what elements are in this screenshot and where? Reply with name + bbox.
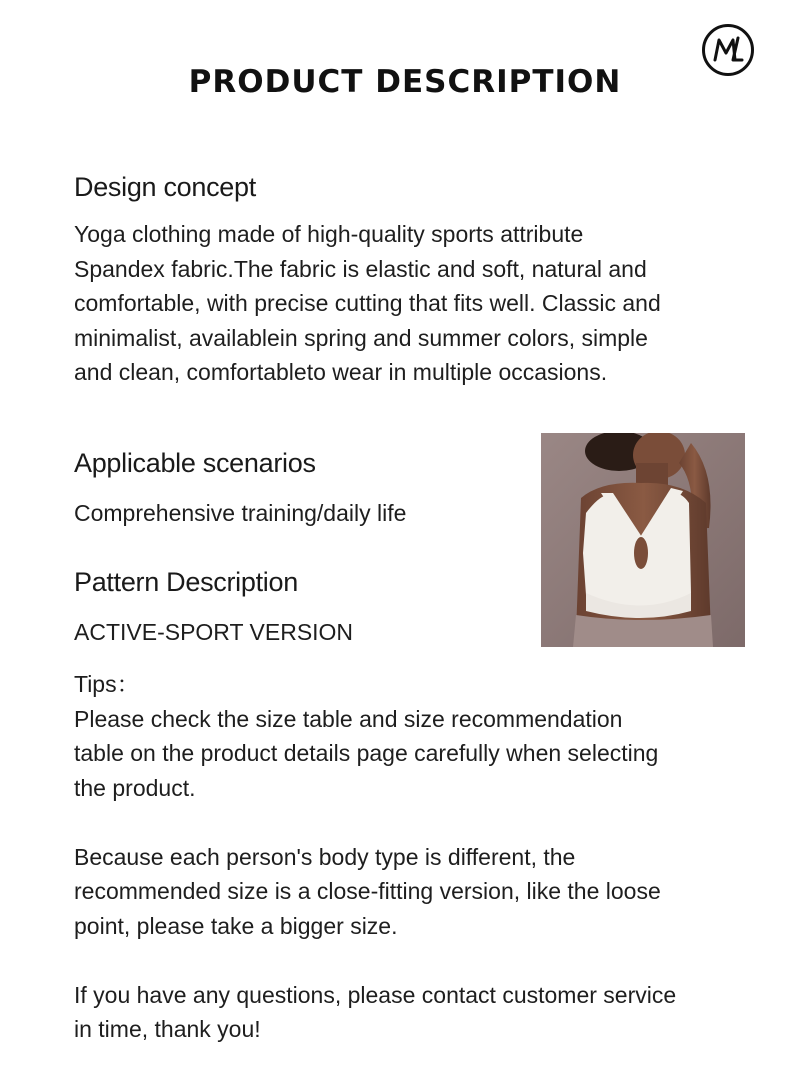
- page-title: PRODUCT DESCRIPTION: [188, 64, 622, 100]
- text-line: and clean, comfortableto wear in multiple occasions.: [74, 359, 608, 385]
- tips-section: [74, 667, 676, 1047]
- text-line: Spandex fabric.The fabric is elastic and soft, natural and: [74, 255, 647, 282]
- text-line: in time, thank you!: [74, 1016, 261, 1042]
- text-line: table on the product details page carefully when selecting: [74, 740, 659, 766]
- applicable-scenarios-heading: Applicable scenarios: [74, 448, 316, 478]
- product-photo: [541, 433, 745, 647]
- design-concept-heading: Design concept: [74, 172, 256, 202]
- text-line: recommended size is a close-fitting version, like the loose: [74, 878, 661, 904]
- text-line: Yoga clothing made of high-quality sports attribute: [74, 221, 584, 247]
- text-line: Because each person's body type is different, the: [74, 843, 576, 870]
- text-line: the product.: [74, 774, 196, 801]
- text-line: minimalist, availablein spring and summer colors, simple: [74, 324, 648, 351]
- text-line: point, please take a bigger size.: [74, 912, 398, 939]
- pattern-description-heading: Pattern Description: [74, 567, 298, 597]
- text-line: If you have any questions, please contact customer service: [74, 981, 677, 1008]
- applicable-scenarios-text: Comprehensive training/daily life: [74, 500, 407, 526]
- tips-label: Tips：: [74, 671, 140, 697]
- pattern-description-text: ACTIVE-SPORT VERSION: [74, 619, 354, 645]
- text-line: Please check the size table and size recommendation: [74, 705, 623, 732]
- design-concept-text: [74, 217, 661, 390]
- text-line: comfortable, with precise cutting that fits well. Classic and: [74, 290, 661, 316]
